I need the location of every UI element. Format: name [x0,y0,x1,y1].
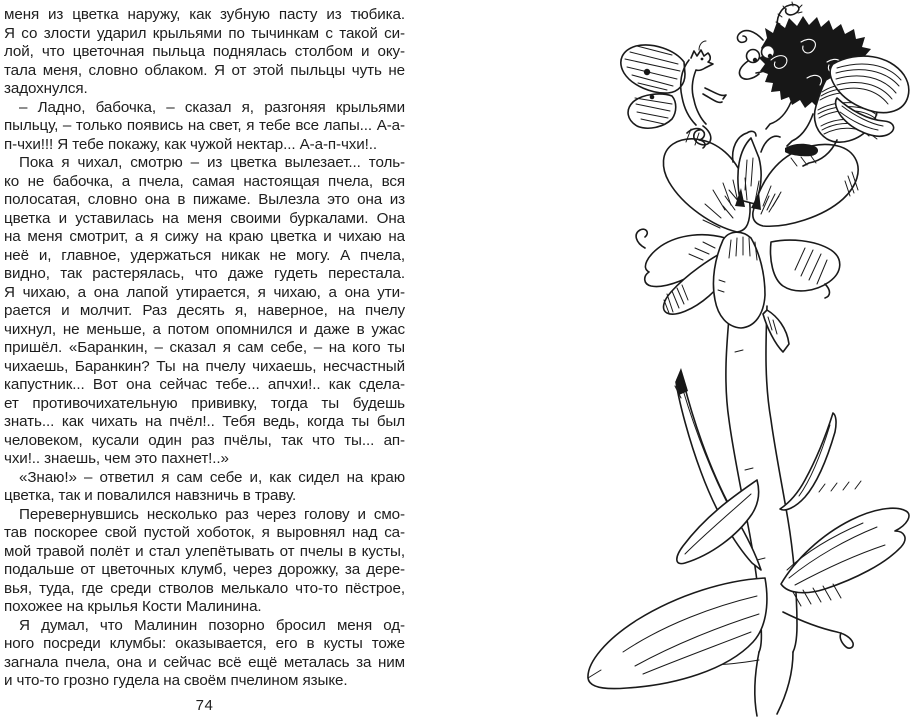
text-line: похожее на крылья Кости Малинина. [4,598,262,615]
text-line: неё и, главное, удержаться никак не могу. А пчела, [4,246,405,264]
text-line: ко не бабочка, а пчела, самая настоящая пчела, вся [4,172,405,190]
text-line: тав поскорее свой пустой хоботок, я выровнял над са- [4,524,405,541]
text-line: рается и молчит. Раз десять я, наверное, на пчелу [4,302,405,319]
text-line: чихаешь, Баранкин? Ты на пчелу чихаешь, несчастный [4,357,405,375]
page-number: 74 [195,697,214,714]
text-line: вья, туда, где среди стволов мелькало что-то пёстрое, [4,579,405,597]
butterfly-illustration [621,41,726,148]
text-line: п-чхи!!! Я тебе покажу, как чужой нектар... А-а-п-чхи!.. [4,135,378,153]
text-line: загнала пчела, она и сейчас всё ещё металась за ним [4,653,405,671]
bee-illustration [737,2,908,166]
text-line: пришёл. «Баранкин, – сказал я сам себе, – на кого ты [4,339,405,356]
text-line: задохнулся. [4,80,88,97]
text-line: мой травой полёт и стал улепётывать от пчелы в кусты, [4,542,405,560]
text-line: чхи!.. знаешь, чем это пахнет!..» [4,450,229,467]
text-line: человеком, кусали один раз пчёлы, так что ты... ап- [4,431,405,449]
flower-blossom [636,131,858,352]
text-column [4,6,405,691]
text-line: на меня смотрит, а я сижу на краю цветка и чихаю на [4,228,405,245]
illustration-svg [575,0,920,720]
text-line: цветка, так и повалился навзничь в траву. [4,487,297,504]
text-line: чихнул, не меньше, а потом опомнился и даже в ужас [4,320,405,338]
butterfly-wing-spot [644,69,650,75]
text-line: – Ладно, бабочка, – сказал я, разгоняя крыльями [19,98,405,116]
text-line: ного посреди клумбы: оказывается, его в кусты тоже [4,635,405,652]
text-line: меня из цветка наружу, как зубную пасту из тюбика. [4,6,405,23]
text-line: Я чихаю, а она лапой утирается, я чихаю, а она ути- [4,283,405,301]
butterfly-wing-spot [650,95,655,100]
text-line: ет противочихательную прививку, тогда ты будешь [4,394,405,412]
text-line: пыльцу, – только появись на свет, я тебе все лапы... А-а- [4,117,405,134]
text-line: полосатая, словно она в пижаме. Вылезла это она из [4,191,405,208]
text-line: знать... как чихать на пчёл!.. Тебя ведь, когда ты был [4,413,405,430]
text-line: видно, так растерялась, что даже гудеть перестала. [4,265,405,282]
text-line: Перевернувшись несколько раз через голову и смо- [19,505,405,523]
butterfly-eye [701,58,704,61]
text-line: цветка и уставилась на меня своими буркалами. Она [4,209,405,227]
text-line: лой, что цветочная пыльца поднялась столбом и оку- [4,43,405,60]
text-line: и что-то грозно гудела на своём пчелином языке. [4,672,348,689]
book-illustration [575,0,920,720]
text-line: подальше от цветочных клумб, через дорожку, за дере- [4,561,405,578]
text-line: тала меня, словно облаком. Я от этой пыльцы чуть не [4,61,405,79]
text-line: Я со злости ударил крыльями по тычинкам с такой си- [4,24,405,42]
text-line: капустник... Вот она сейчас тебе... апчхи!.. как сдела- [4,376,405,393]
text-line: Я думал, что Малинин позорно бросил меня од- [19,616,405,634]
text-line: Пока я чихал, смотрю – из цветка вылезает... толь- [19,154,405,171]
text-line: «Знаю!» – ответил я сам себе и, как сидел на краю [19,468,405,486]
